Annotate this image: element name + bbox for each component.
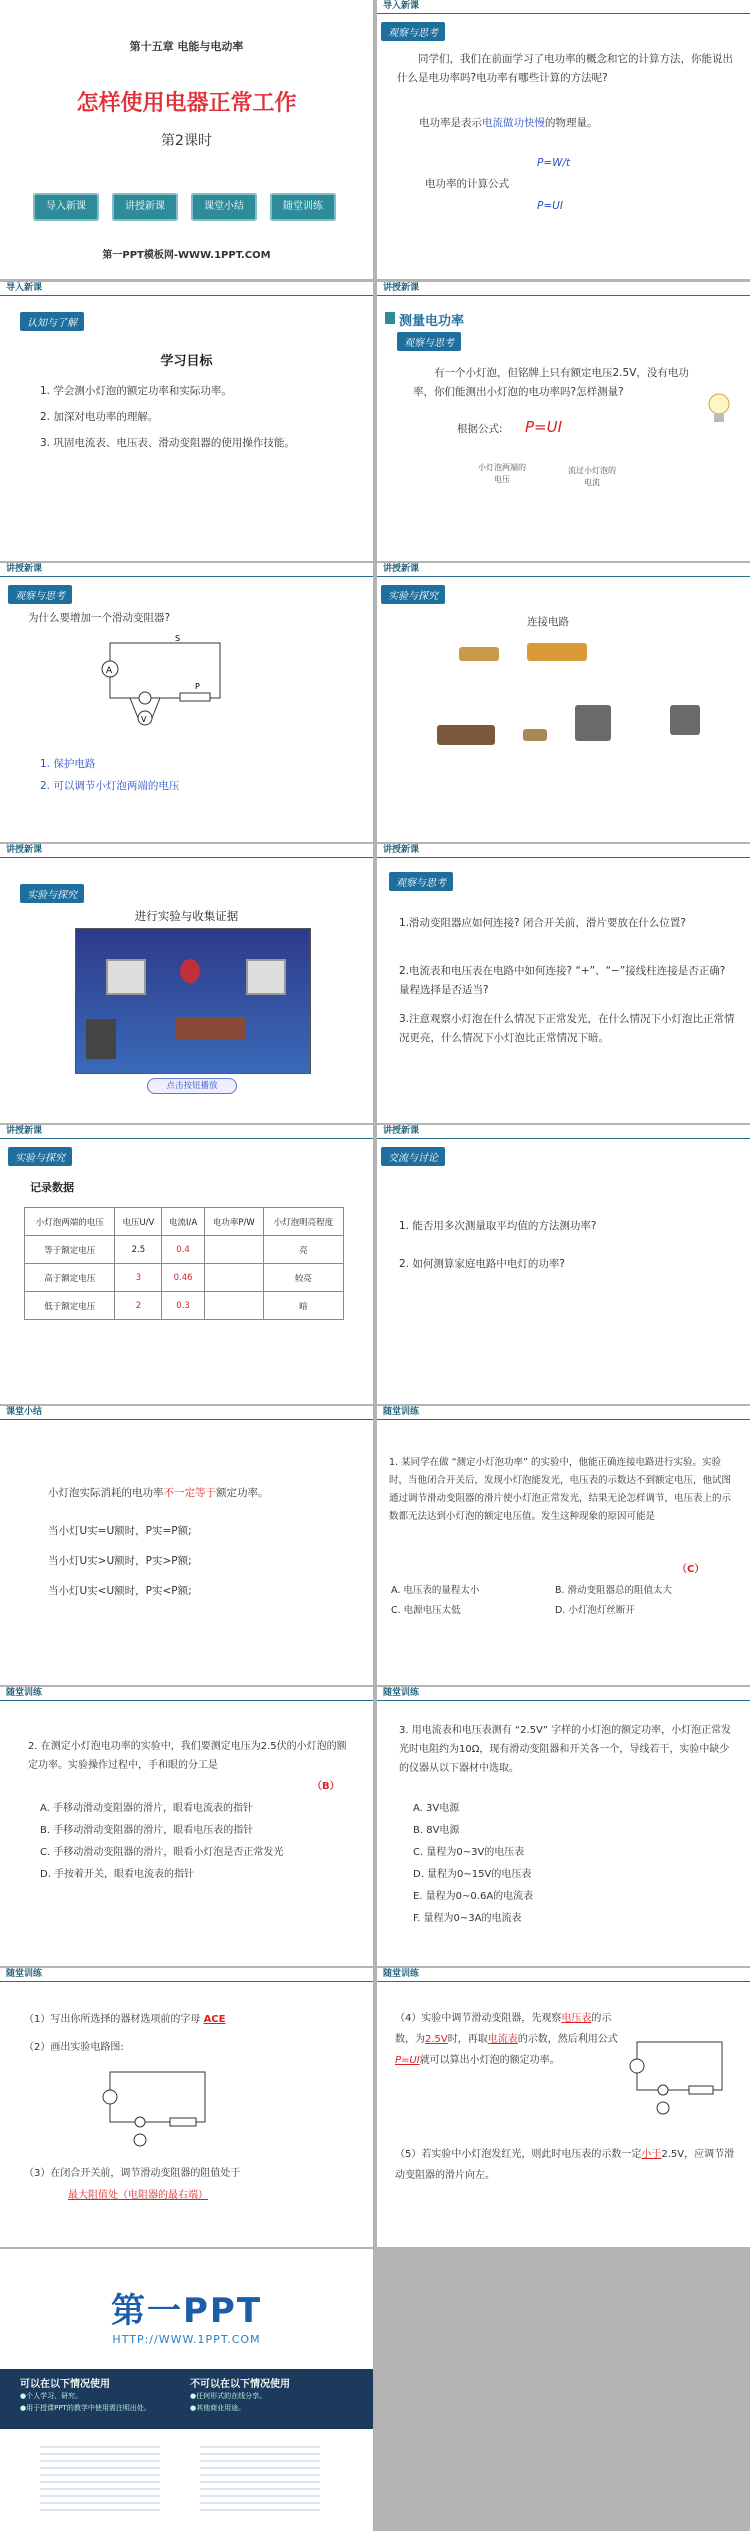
question-part-3: （3）在闭合开关前，调节滑动变阻器的阻值处于	[24, 2168, 241, 2179]
summary-line: 当小灯U实>U额时，P实>P额;	[48, 1555, 192, 1567]
section-header: 讲授新课	[377, 282, 750, 296]
svg-text:V: V	[141, 715, 147, 724]
section-header: 随堂训练	[377, 1968, 750, 1982]
table-header-row	[25, 1208, 344, 1236]
option-b: B. 手移动滑动变阻器的滑片，眼看电压表的指针	[40, 1825, 254, 1836]
slide-apparatus	[377, 563, 750, 842]
bulb-image	[180, 959, 200, 983]
voltage-label: 小灯泡两端的电压	[478, 463, 526, 484]
section-header: 讲授新课	[377, 844, 750, 858]
section-header: 讲授新课	[0, 1125, 373, 1139]
link-list-right	[200, 2441, 320, 2511]
nav-button-summary[interactable]: 课堂小结	[191, 193, 257, 221]
question-part-1: （1）写出你所选择的器材选项前的字母 ACE	[24, 2014, 226, 2025]
option-b: B. 滑动变阻器总的阻值太大	[555, 1585, 673, 1596]
lesson-number: 第2课时	[161, 133, 212, 149]
goals-title: 学习目标	[160, 354, 213, 369]
cell	[204, 1292, 263, 1320]
section-header: 随堂训练	[0, 1968, 373, 1982]
slide-practice-3-more	[377, 1968, 750, 2247]
svg-text:S: S	[175, 634, 181, 643]
formula-ui: P=UI	[525, 418, 563, 436]
cell: 0.46	[162, 1264, 204, 1292]
link-list-left	[40, 2441, 160, 2511]
cell: 2.5	[115, 1236, 162, 1264]
question-part-2: （2）画出实验电路图:	[24, 2042, 124, 2053]
ammeter-image	[106, 959, 146, 995]
caption: 连接电路	[527, 616, 569, 628]
slide-discussion	[377, 1125, 750, 1404]
section-header: 讲授新课	[377, 1125, 750, 1139]
section-header: 随堂训练	[377, 1406, 750, 1420]
question-item: 3.注意观察小灯泡在什么情况下正常发光，在什么情况下小灯泡比正常情况更亮，什么情况下小灯泡比正常情况下暗。	[399, 1013, 735, 1044]
question-item: 1.滑动变阻器应如何连接? 闭合开关前，滑片要放在什么位置?	[399, 917, 687, 929]
question-part-4: （4）实验中调节滑动变阻器，先观察电压表的示数，为2.5V时，再取电流表的示数，然后利用公式P=UI就可以算出小灯泡的额定功率。	[395, 2013, 618, 2066]
header-cell: 电压U/V	[115, 1208, 162, 1236]
slide-learning-goals	[0, 282, 373, 561]
cannot-use-title: 不可以在以下情况使用	[190, 2379, 290, 2390]
answer-part-3: 最大阻值处（电阻器的最右端）	[68, 2190, 208, 2201]
slide-closing	[0, 2249, 373, 2531]
usage-panel	[0, 2369, 373, 2429]
can-use-title: 可以在以下情况使用	[20, 2379, 110, 2390]
cell: 0.3	[162, 1292, 204, 1320]
cannot-use-item: ●任何形式的在线分享。	[190, 2392, 267, 2400]
section-tag: 交流与讨论	[381, 1147, 445, 1166]
formula-caption: 电功率的计算公式	[425, 178, 509, 190]
header-cell: 电功率P/W	[204, 1208, 263, 1236]
section-header: 课堂小结	[0, 1406, 373, 1420]
svg-text:P: P	[195, 682, 200, 691]
option-c: C. 量程为0~3V的电压表	[413, 1847, 525, 1858]
cell: 亮	[263, 1236, 343, 1264]
slide-data-table	[0, 1125, 373, 1404]
nav-button-practice[interactable]: 随堂训练	[270, 193, 336, 221]
summary-line: 当小灯U实=U额时，P实=P额;	[48, 1525, 192, 1537]
option-c: C. 电源电压太低	[391, 1605, 461, 1616]
section-header: 讲授新课	[0, 844, 373, 858]
section-tag: 实验与探究	[20, 884, 84, 903]
slide-observe-questions	[377, 844, 750, 1123]
chapter-title: 第十五章 电能与电动率	[129, 40, 244, 53]
option-d: D. 手按着开关，眼看电流表的指针	[40, 1869, 195, 1880]
cell: 高于额定电压	[25, 1264, 115, 1292]
section-tag: 实验与探究	[381, 585, 445, 604]
option-c: C. 手移动滑动变阻器的滑片，眼看小灯泡是否正常发光	[40, 1847, 284, 1858]
circuit-diagram	[100, 2064, 220, 2154]
play-button[interactable]: 点击按钮播放	[147, 1078, 237, 1094]
question-paragraph: 有一个小灯泡，但铭牌上只有额定电压2.5V，没有电功率，你们能测出小灯泡的电功率吗?怎样测量?	[413, 367, 689, 398]
summary-line: 当小灯U实<U额时，P实<P额;	[48, 1585, 192, 1597]
site-caption: 第一PPT模板网-WWW.1PPT.COM	[102, 250, 271, 261]
goal-item: 3. 巩固电流表、电压表、滑动变阻器的使用操作技能。	[40, 437, 295, 449]
section-header: 随堂训练	[377, 1687, 750, 1701]
answer-text: （C）	[677, 1564, 705, 1575]
section-tag: 认知与了解	[20, 312, 84, 331]
brand-url: HTTP://WWW.1PPT.COM	[112, 2333, 261, 2346]
option-a: A. 电压表的量程太小	[391, 1585, 480, 1596]
slide-intro-review	[377, 0, 750, 279]
cell: 较亮	[263, 1264, 343, 1292]
question-text: 3. 用电流表和电压表测有 “2.5V” 字样的小灯泡的额定功率，小灯泡正常发光时电阻约为10Ω，现有滑动变阻器和开关各一个，导线若干，实验中缺少的仪器从以下器材中选取。	[399, 1725, 732, 1774]
cell: 0.4	[162, 1236, 204, 1264]
cell: 等于额定电压	[25, 1236, 115, 1264]
option-b: B. 8V电源	[413, 1825, 460, 1836]
slide-rheostat-question	[0, 563, 373, 842]
header-cell: 电流I/A	[162, 1208, 204, 1236]
section-tag: 观察与思考	[381, 22, 445, 41]
header-cell: 小灯泡明亮程度	[263, 1208, 343, 1236]
main-title: 怎样使用电器正常工作	[76, 91, 297, 116]
cell: 3	[115, 1264, 162, 1292]
section-heading: 测量电功率	[399, 314, 465, 329]
nav-button-lecture[interactable]: 讲授新课	[112, 193, 178, 221]
table-row	[25, 1236, 344, 1264]
circuit-diagram	[100, 633, 240, 733]
svg-text:A: A	[106, 666, 113, 676]
caption: 进行实验与收集证据	[134, 909, 239, 923]
formula-work-time: P=W/t	[537, 157, 571, 169]
formula-ui: P=UI	[537, 200, 563, 212]
section-header: 导入新课	[0, 282, 373, 296]
option-a: A. 手移动滑动变阻器的滑片，眼看电流表的指针	[40, 1803, 254, 1814]
answer-text: （B）	[312, 1781, 340, 1792]
experiment-animation[interactable]	[75, 928, 311, 1074]
formula-label: 根据公式:	[457, 423, 503, 435]
option-d: D. 小灯泡灯丝断开	[555, 1605, 635, 1616]
nav-button-intro[interactable]: 导入新课	[33, 193, 99, 221]
bulb-holder-image	[523, 729, 547, 741]
question-part-5: （5）若实验中小灯泡发红光，则此时电压表的示数一定小于2.5V，应调节滑动变阻器的滑片向左。	[395, 2149, 735, 2181]
slide-practice-3-answers	[0, 1968, 373, 2247]
cell	[204, 1236, 263, 1264]
summary-main: 小灯泡实际消耗的电功率不一定等于额定功率。	[48, 1487, 269, 1499]
option-a: A. 3V电源	[413, 1803, 460, 1814]
slide-summary	[0, 1406, 373, 1685]
answer-item: 2. 可以调节小灯泡两端的电压	[40, 780, 180, 792]
lightbulb-icon	[707, 392, 731, 426]
discussion-question: 2. 如何测算家庭电路中电灯的功率?	[399, 1258, 565, 1270]
table-row	[25, 1292, 344, 1320]
question-text: 2. 在测定小灯泡电功率的实验中，我们要测定电压为2.5伏的小灯泡的额定功率。实验操作过程中，手和眼的分工是	[28, 1741, 347, 1771]
battery-holder-image	[527, 643, 587, 661]
option-d: D. 量程为0~15V的电压表	[413, 1869, 532, 1880]
switch-image	[459, 647, 499, 661]
question-item: 2.电流表和电压表在电路中如何连接? “+”、“−”接线柱连接是否正确? 量程选择是否适当?	[399, 965, 726, 996]
goal-item: 1. 学会测小灯泡的额定功率和实际功率。	[40, 385, 232, 397]
section-header: 随堂训练	[0, 1687, 373, 1701]
slide-cover	[0, 0, 373, 279]
can-use-item: ●个人学习、研究。	[20, 2392, 83, 2400]
slide-practice-1	[377, 1406, 750, 1685]
battery-image	[86, 1019, 116, 1059]
slide-practice-2	[0, 1687, 373, 1966]
table-row	[25, 1264, 344, 1292]
cannot-use-item: ●其他商业用途。	[190, 2404, 246, 2412]
power-definition: 电功率是表示电流做功快慢的物理量。	[419, 117, 598, 129]
heading-marker	[385, 312, 395, 324]
section-tag: 观察与思考	[8, 585, 72, 604]
option-f: F. 量程为0~3A的电流表	[413, 1913, 522, 1924]
current-label: 流过小灯泡的电流	[568, 466, 616, 487]
question-text: 为什么要增加一个滑动变阻器?	[28, 612, 171, 624]
header-cell: 小灯泡两端的电压	[25, 1208, 115, 1236]
cell	[204, 1264, 263, 1292]
answer-item: 1. 保护电路	[40, 758, 96, 770]
section-header: 讲授新课	[0, 563, 373, 577]
section-header: 导入新课	[377, 0, 750, 14]
slide-measure-power	[377, 282, 750, 561]
section-tag: 观察与思考	[389, 872, 453, 891]
option-e: E. 量程为0~0.6A的电流表	[413, 1891, 534, 1902]
slide-experiment	[0, 844, 373, 1123]
voltmeter-image	[670, 705, 700, 735]
intro-paragraph: 同学们，我们在前面学习了电功率的概念和它的计算方法，你能说出什么是电功率吗?电功率有哪些计算的方法呢?	[397, 53, 733, 84]
ammeter-image	[575, 705, 611, 741]
question-text: 1. 某同学在做 “测定小灯泡功率” 的实验中，他能正确连接电路进行实验。实验时，当他闭合开关后，发现小灯泡能发光，电压表的示数达不到额定电压，他试图通过调节滑动变阻器的滑片使小灯泡正常发光，结果无论怎样调节，电压表上的示数都无法达到小灯泡的额定电压值。发生这种现象的原因可能是	[389, 1457, 732, 1522]
cell: 2	[115, 1292, 162, 1320]
can-use-item: ●用于授课PPT的教学中使用需注明出处。	[20, 2404, 151, 2412]
cell: 暗	[263, 1292, 343, 1320]
discussion-question: 1. 能否用多次测量取平均值的方法测功率?	[399, 1220, 597, 1232]
rheostat-image	[437, 725, 495, 745]
brand-logo: 第一PPT	[110, 2291, 263, 2331]
section-tag: 观察与思考	[397, 332, 461, 351]
goal-item: 2. 加深对电功率的理解。	[40, 411, 159, 423]
circuit-diagram	[627, 2034, 737, 2119]
cell: 低于额定电压	[25, 1292, 115, 1320]
slide-practice-3	[377, 1687, 750, 1966]
rheostat-image	[176, 1017, 246, 1039]
section-header: 讲授新课	[377, 563, 750, 577]
voltmeter-image	[246, 959, 286, 995]
section-tag: 实验与探究	[8, 1147, 72, 1166]
record-table	[24, 1207, 344, 1320]
table-title: 记录数据	[30, 1181, 74, 1194]
